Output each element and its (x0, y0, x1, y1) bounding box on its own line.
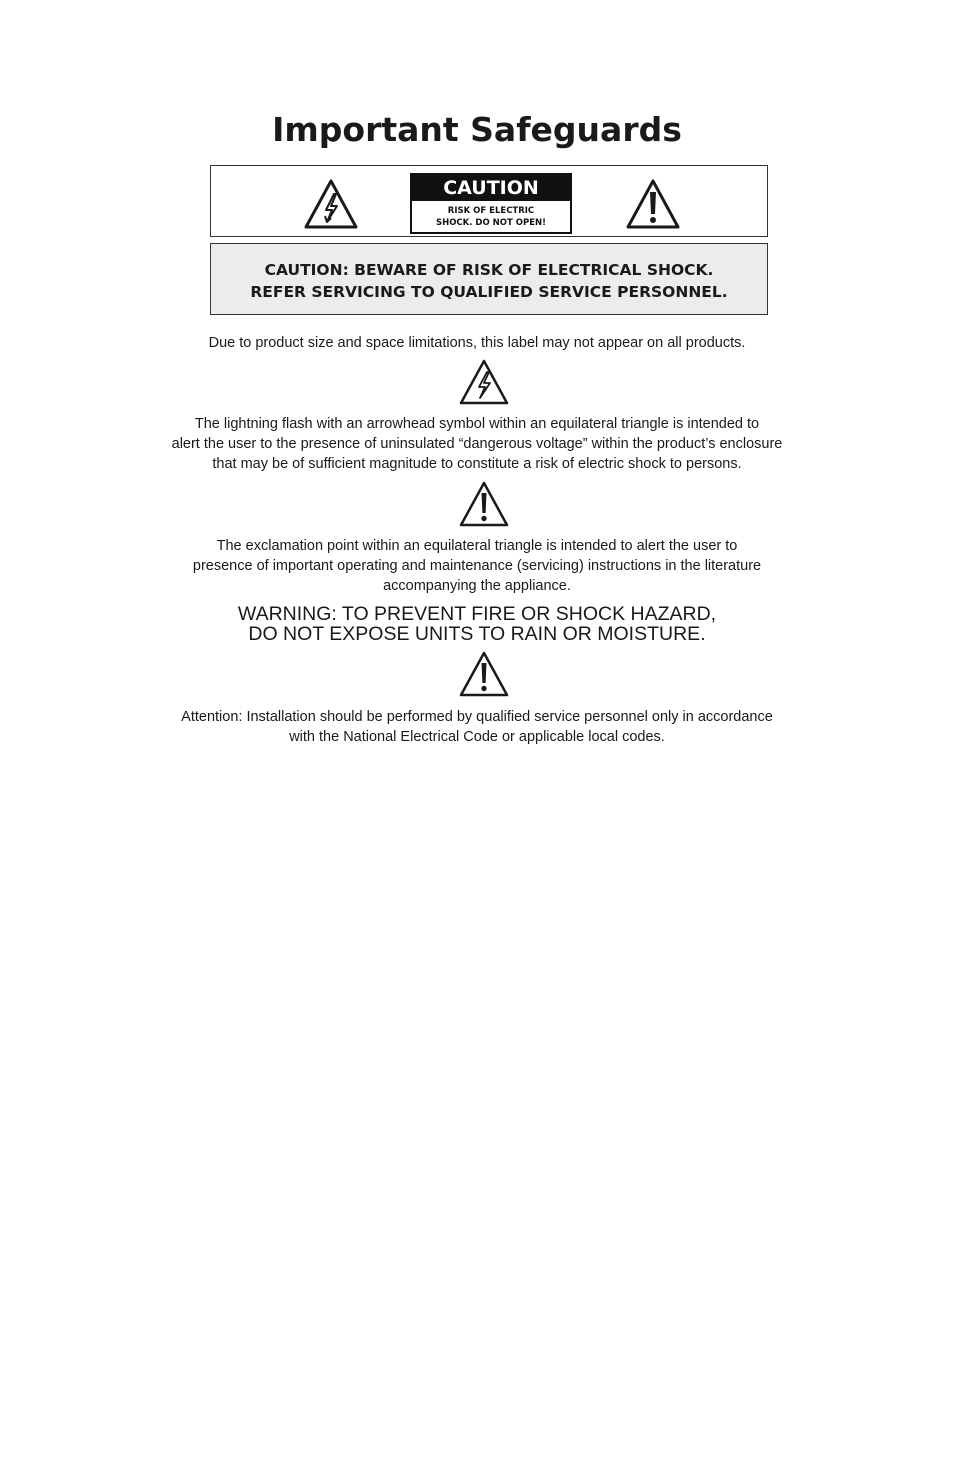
caution-plate-text (412, 201, 570, 229)
explanation-line: The exclamation point within an equilateral triangle is intended to alert the user to (216, 538, 738, 554)
caution-plate (410, 173, 572, 234)
explanation-line: alert the user to the presence of uninsulated “dangerous voltage” within the product’s enclosure (171, 436, 783, 452)
page-title: Important Safeguards (272, 110, 682, 149)
exclamation-explanation (0, 536, 954, 596)
label-note: Due to product size and space limitations, this label may not appear on all products. (208, 335, 746, 351)
exclamation-triangle-icon (625, 178, 681, 230)
attention-note (0, 707, 954, 747)
caution-plate-header: CAUTION (412, 175, 570, 201)
lightning-triangle-icon (303, 178, 359, 230)
caution-panel-line: CAUTION: BEWARE OF RISK OF ELECTRICAL SHOCK. (264, 261, 714, 279)
exclamation-triangle-icon (458, 480, 510, 528)
explanation-line: presence of important operating and maintenance (servicing) instructions in the literature (192, 558, 762, 574)
rain-moisture-warning (0, 604, 954, 644)
warning-line: WARNING: TO PREVENT FIRE OR SHOCK HAZARD, (237, 603, 717, 625)
caution-plate-line: SHOCK. DO NOT OPEN! (435, 218, 547, 228)
lightning-explanation (0, 414, 954, 474)
warning-line: DO NOT EXPOSE UNITS TO RAIN OR MOISTURE. (248, 623, 706, 645)
explanation-line: The lightning flash with an arrowhead symbol within an equilateral triangle is intended to (194, 416, 760, 432)
caution-plate-line: RISK OF ELECTRIC (447, 206, 535, 216)
caution-panel (210, 243, 768, 315)
lightning-triangle-icon (458, 358, 510, 406)
attention-line: with the National Electrical Code or applicable local codes. (289, 729, 665, 745)
caution-panel-line: REFER SERVICING TO QUALIFIED SERVICE PERSONNEL. (250, 283, 728, 301)
caution-label-box (210, 165, 768, 237)
explanation-line: that may be of sufficient magnitude to constitute a risk of electric shock to persons. (212, 456, 742, 472)
attention-line: Attention: Installation should be performed by qualified service personnel only in accordance (181, 709, 773, 725)
exclamation-triangle-icon (458, 650, 510, 698)
explanation-line: accompanying the appliance. (383, 578, 571, 594)
